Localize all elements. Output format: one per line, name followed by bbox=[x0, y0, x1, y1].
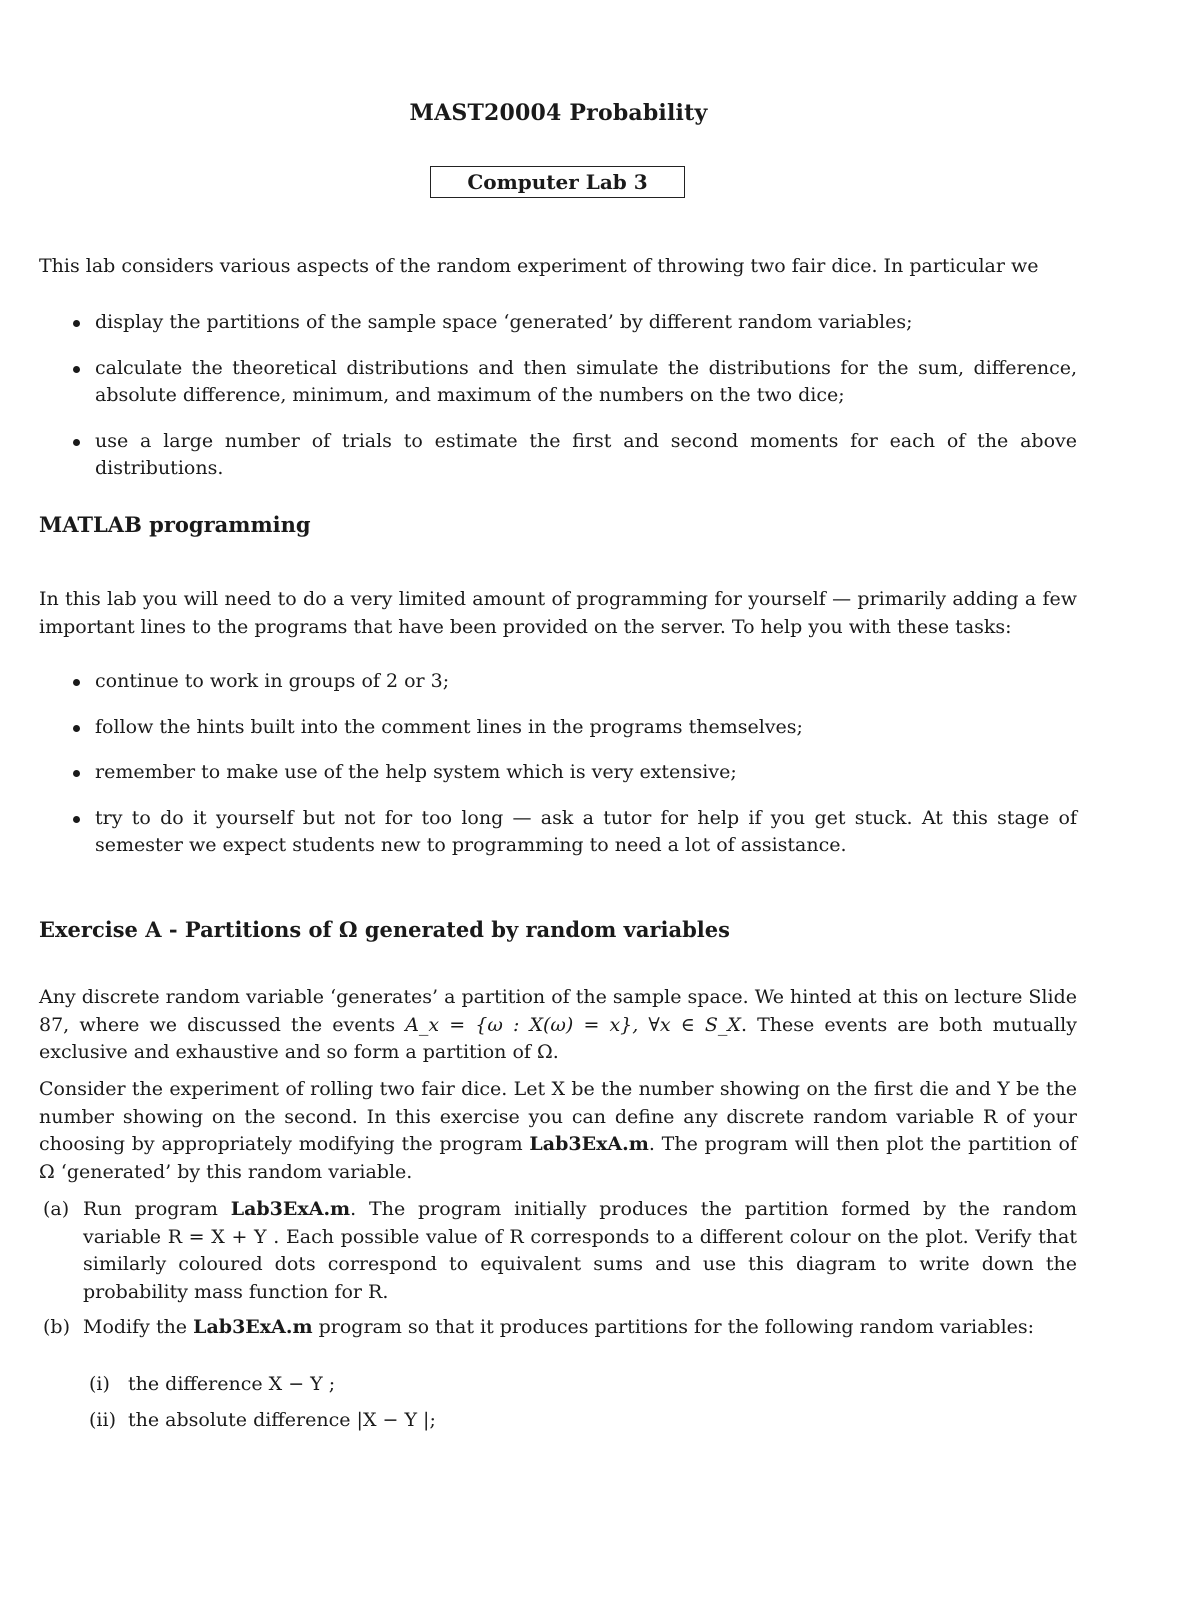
list-item: follow the hints built into the comment lines in the programs themselves; bbox=[39, 714, 1077, 742]
item-label: (b) bbox=[43, 1316, 70, 1338]
program-name: Lab3ExA.m bbox=[193, 1316, 313, 1338]
item-label: (i) bbox=[89, 1373, 110, 1395]
list-item: (b) Modify the Lab3ExA.m program so that it produces partitions for the following random variables: bbox=[39, 1314, 1077, 1342]
section-heading-matlab: MATLAB programming bbox=[39, 512, 311, 537]
list-item: try to do it yourself but not for too long — ask a tutor for help if you get stuck. At this stage of semester we expect students new to programming to need a lot of assistance. bbox=[39, 805, 1077, 860]
intro-bullet-list bbox=[39, 309, 1077, 483]
matlab-paragraph: In this lab you will need to do a very limited amount of programming for yourself — primarily adding a few important lines to the programs that have been provided on the server. To help you with these tasks: bbox=[39, 588, 1077, 638]
section-heading-exercise-a: Exercise A - Partitions of Ω generated by random variables bbox=[39, 917, 730, 942]
list-item: continue to work in groups of 2 or 3; bbox=[39, 668, 1077, 696]
events-formula: A_x = {ω : X(ω) = x}, ∀x ∈ S_X bbox=[405, 1013, 741, 1036]
program-name: Lab3ExA.m bbox=[529, 1133, 649, 1155]
list-item: calculate the theoretical distributions and then simulate the distributions for the sum, difference, absolute difference, minimum, and maximum of the numbers on the two dice; bbox=[39, 355, 1077, 410]
lab-title-box bbox=[430, 166, 685, 198]
list-item: remember to make use of the help system which is very extensive; bbox=[39, 759, 1077, 787]
list-item: (a) Run program Lab3ExA.m. The program initially produces the partition formed by the random variable R = X + Y . Each possible value of R corresponds to a different colour on the plot. Verify that similarly coloured dots correspond to equivalent sums and use this diagram to write down the probability mass function for R. bbox=[43, 1198, 1077, 1303]
intro-paragraph: This lab considers various aspects of the random experiment of throwing two fair dice. In particular we bbox=[39, 255, 1039, 277]
program-name: Lab3ExA.m bbox=[230, 1198, 351, 1220]
exercise-a-paragraph-2: Consider the experiment of rolling two fair dice. Let X be the number showing on the first die and Y be the number showing on the second. In this exercise you can define any discrete random variable R of your choosing by appropriately modifying the program Lab3ExA.m. The program will then plot the partition of Ω ‘generated’ by this random variable. bbox=[39, 1078, 1077, 1183]
lab-title: Computer Lab 3 bbox=[467, 170, 648, 194]
page-title: MAST20004 Probability bbox=[409, 100, 708, 126]
matlab-bullet-list bbox=[39, 668, 1077, 860]
item-label: (a) bbox=[43, 1198, 70, 1220]
list-item: (ii) the absolute difference |X − Y |; bbox=[39, 1407, 1077, 1435]
list-item: display the partitions of the sample space ‘generated’ by different random variables; bbox=[39, 309, 1077, 337]
exercise-a-enumeration bbox=[39, 1196, 1077, 1342]
item-label: (ii) bbox=[89, 1408, 116, 1431]
exercise-a-paragraph-1: Any discrete random variable ‘generates’ a partition of the sample space. We hinted at this on lecture Slide 87, where we discussed the events A_x = {ω : X(ω) = x}, ∀x ∈ S_X. These events are both mutually exclusive and exhaustive and so form a partition of Ω. bbox=[39, 986, 1077, 1063]
list-item: (i) the difference X − Y ; bbox=[39, 1371, 1077, 1399]
exercise-a-subitems bbox=[39, 1371, 1077, 1434]
list-item: use a large number of trials to estimate the first and second moments for each of the above distributions. bbox=[39, 428, 1077, 483]
